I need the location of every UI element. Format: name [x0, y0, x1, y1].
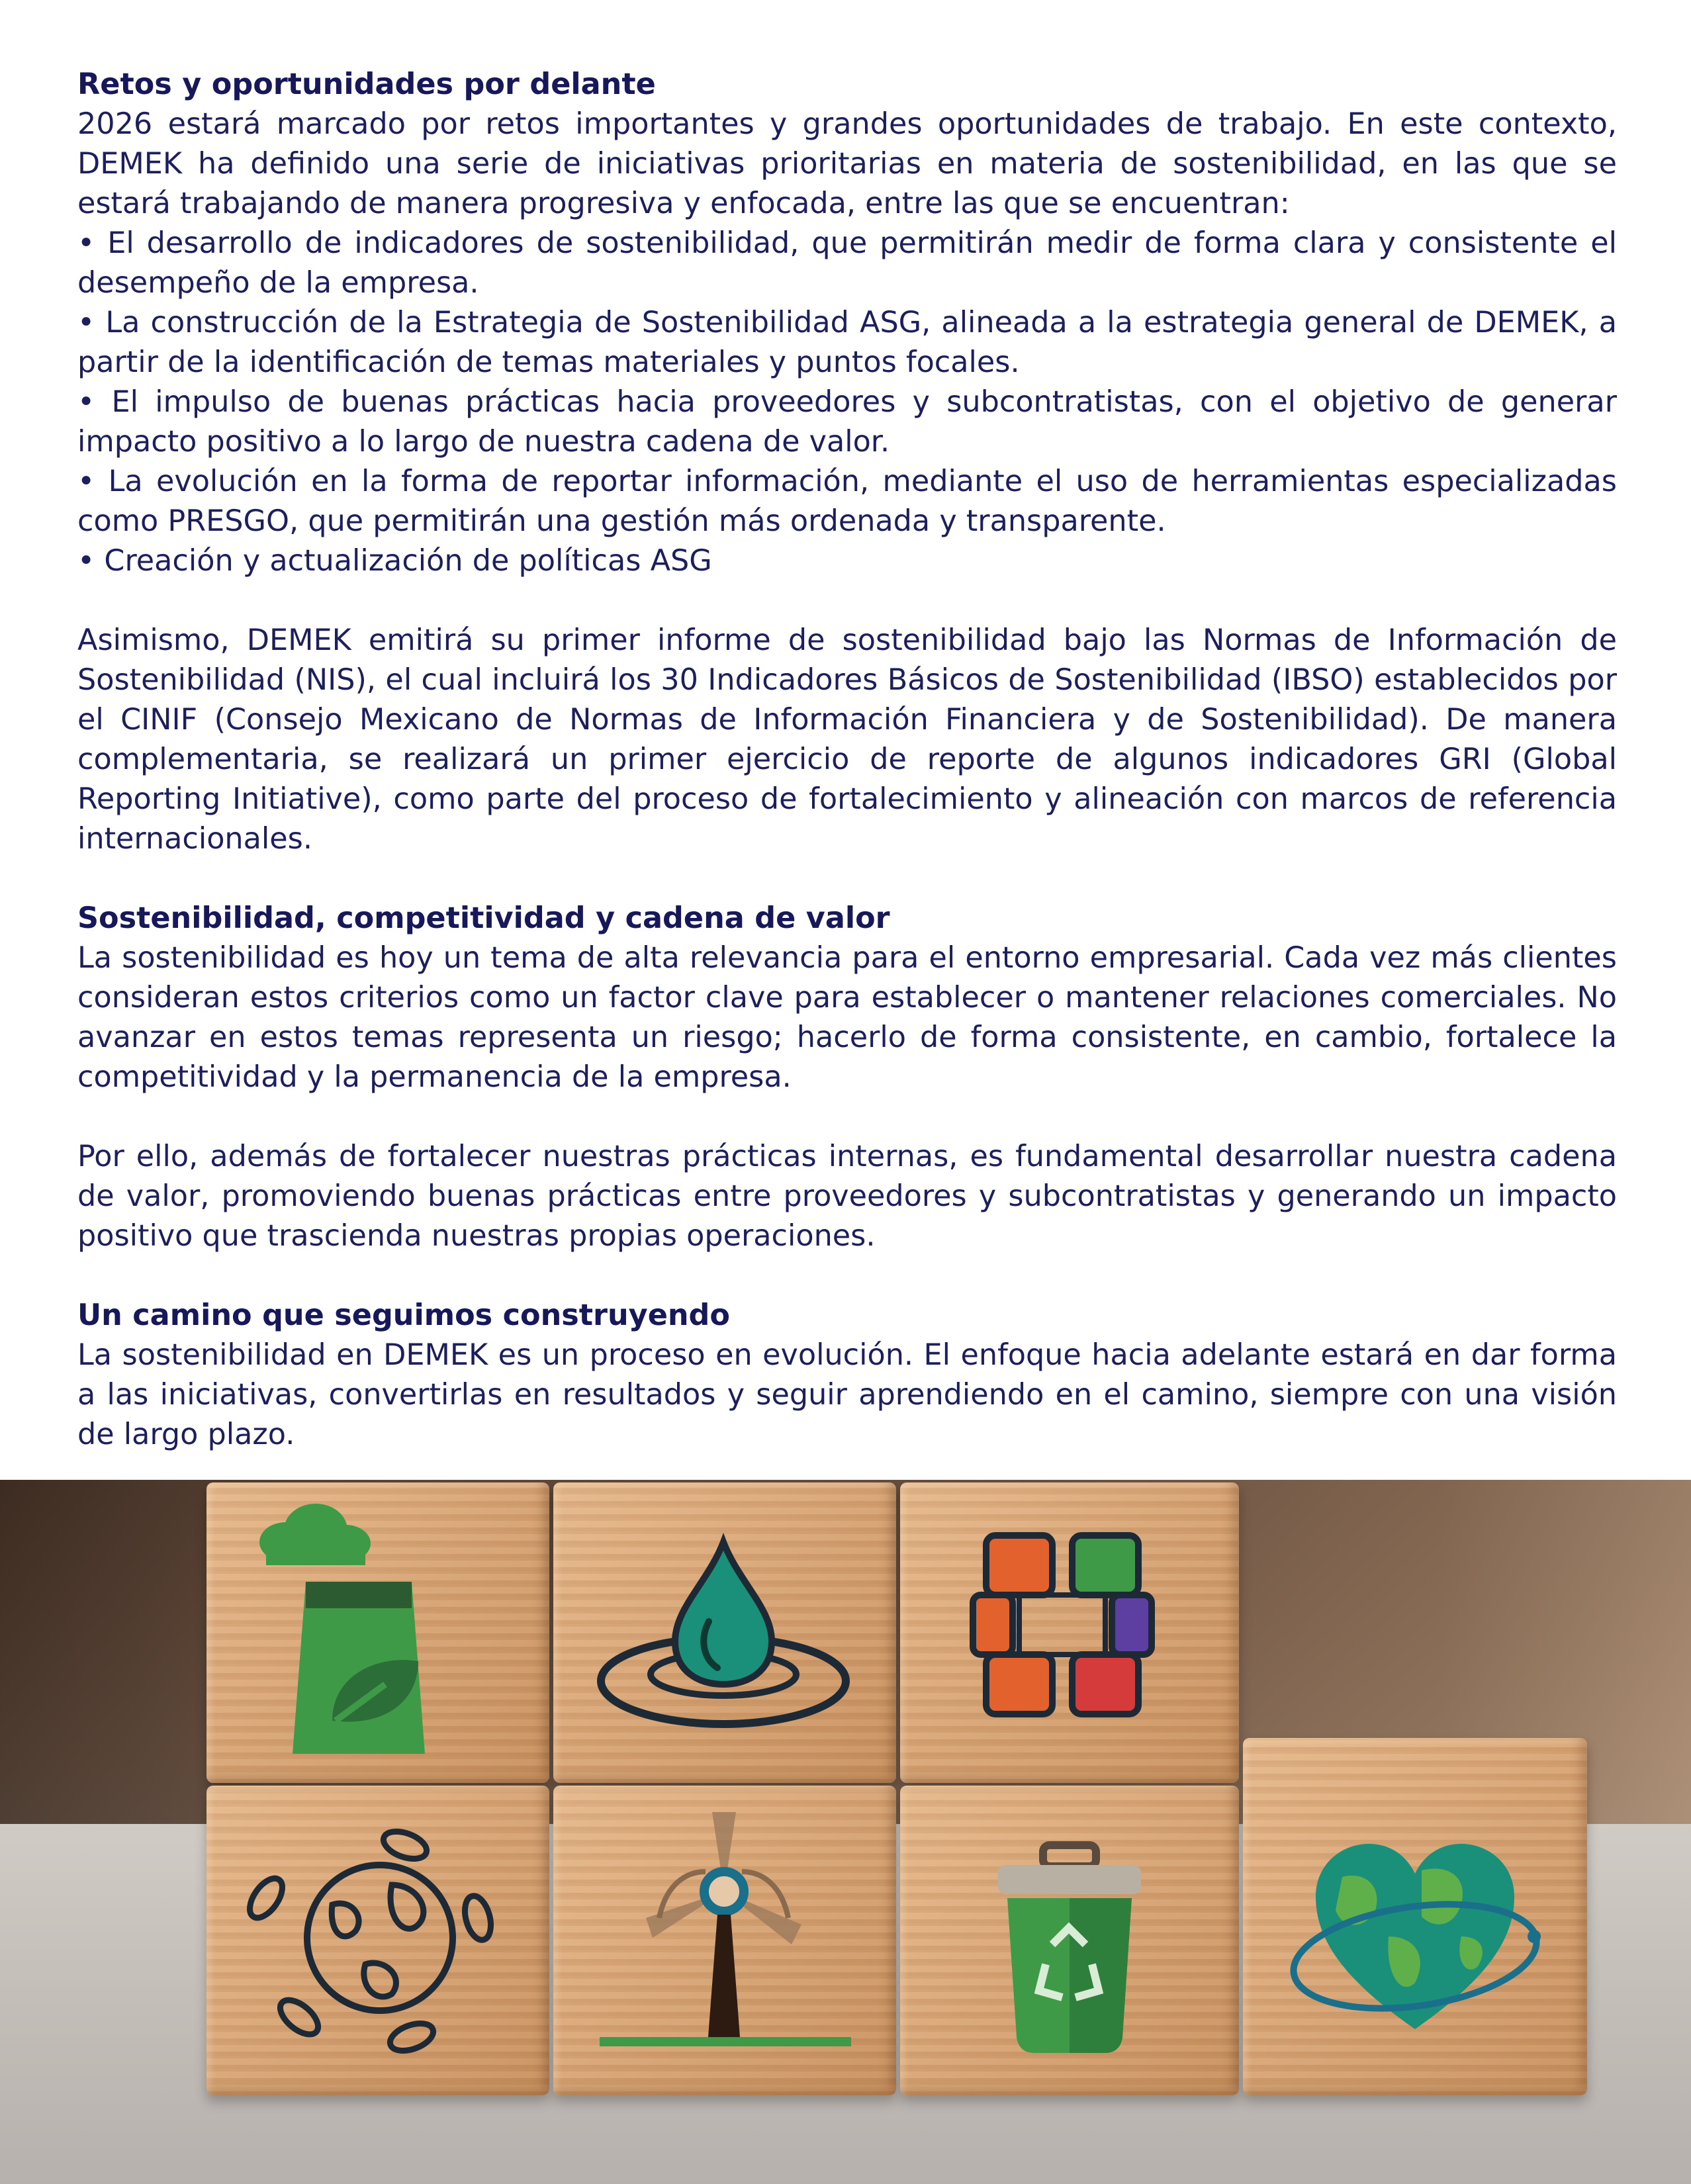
bullet-item: • El desarrollo de indicadores de sostenibilidad, que permitirán medir de forma clara y consistente el desempeño de la empresa.	[77, 226, 1617, 300]
bullet-item: • El impulso de buenas prácticas hacia proveedores y subcontratistas, con el objetivo de generar impacto positivo a lo largo de nuestra cadena de valor.	[77, 385, 1617, 459]
block-wind-turbine	[553, 1786, 896, 2095]
intro-paragraph: 2026 estará marcado por retos importantes y grandes oportunidades de trabajo. En este contexto, DEMEK ha definido una serie de iniciativas prioritarias en materia de sostenibilidad, en las que se estará trabajando de manera progresiva y enfocada, entre las que se encuentran:	[77, 107, 1617, 220]
closing-paragraph: Asimismo, DEMEK emitirá su primer informe de sostenibilidad bajo las Normas de Información de Sostenibilidad (NIS), el cual incluirá los 30 Indicadores Básicos de Sostenibilidad (IBSO) establecidos por el CINIF (Consejo Mexicano de Normas de Información Financiera y de Sostenibilidad). De manera complementaria, se realizará un primer ejercicio de reporte de algunos indicadores GRI (Global Reporting Initiative), como parte del proceso de fortalecimiento y alineación con marcos de referencia internacionales.	[77, 623, 1617, 856]
bullet-item: • Creación y actualización de políticas ASG	[77, 544, 712, 578]
paragraph: La sostenibilidad es hoy un tema de alta relevancia para el entorno empresarial. Cada vez más clientes consideran estos criterios como un factor clave para establecer o mantener relaciones comerciales. No avanzar en estos temas representa un riesgo; hacerlo de forma consistente, en cambio, fortalece la competitividad y la permanencia de la empresa.	[77, 941, 1617, 1094]
block-joined-hands	[900, 1482, 1239, 1783]
section-heading-camino: Un camino que seguimos construyendo	[77, 1298, 730, 1332]
bullet-item: • La evolución en la forma de reportar información, mediante el uso de herramientas especializadas como PRESGO, que permitirán una gestión más ordenada y transparente.	[77, 465, 1617, 538]
block-eco-factory	[206, 1482, 549, 1783]
block-water-drop	[553, 1482, 896, 1783]
paragraph: Por ello, además de fortalecer nuestras prácticas internas, es fundamental desarrollar nuestra cadena de valor, promoviendo buenas prácticas entre proveedores y subcontratistas y generando un impacto positivo que trascienda nuestras propias operaciones.	[77, 1140, 1617, 1253]
joined-hands-icon	[900, 1482, 1239, 1783]
article-body	[77, 65, 1617, 1455]
water-drop-icon	[553, 1482, 896, 1783]
bullet-item: • La construcción de la Estrategia de Sostenibilidad ASG, alineada a la estrategia general de DEMEK, a partir de la identificación de temas materiales y puntos focales.	[77, 306, 1617, 379]
section-heading-retos: Retos y oportunidades por delante	[77, 68, 656, 101]
block-earth-leaves	[206, 1786, 549, 2095]
wooden-blocks-photo	[0, 1480, 1691, 2184]
block-heart-earth	[1243, 1738, 1587, 2095]
heart-earth-icon	[1243, 1738, 1587, 2095]
earth-leaves-icon	[206, 1786, 549, 2095]
wind-turbine-icon	[553, 1786, 896, 2095]
section-heading-sostenibilidad: Sostenibilidad, competitividad y cadena de valor	[77, 901, 890, 935]
recycle-bin-icon	[900, 1786, 1239, 2095]
paragraph: La sostenibilidad en DEMEK es un proceso en evolución. El enfoque hacia adelante estará en dar forma a las iniciativas, convertirlas en resultados y seguir aprendiendo en el camino, siempre con una visión de largo plazo.	[77, 1338, 1617, 1451]
eco-factory-leaf-icon	[206, 1482, 549, 1783]
block-recycle-bin	[900, 1786, 1239, 2095]
